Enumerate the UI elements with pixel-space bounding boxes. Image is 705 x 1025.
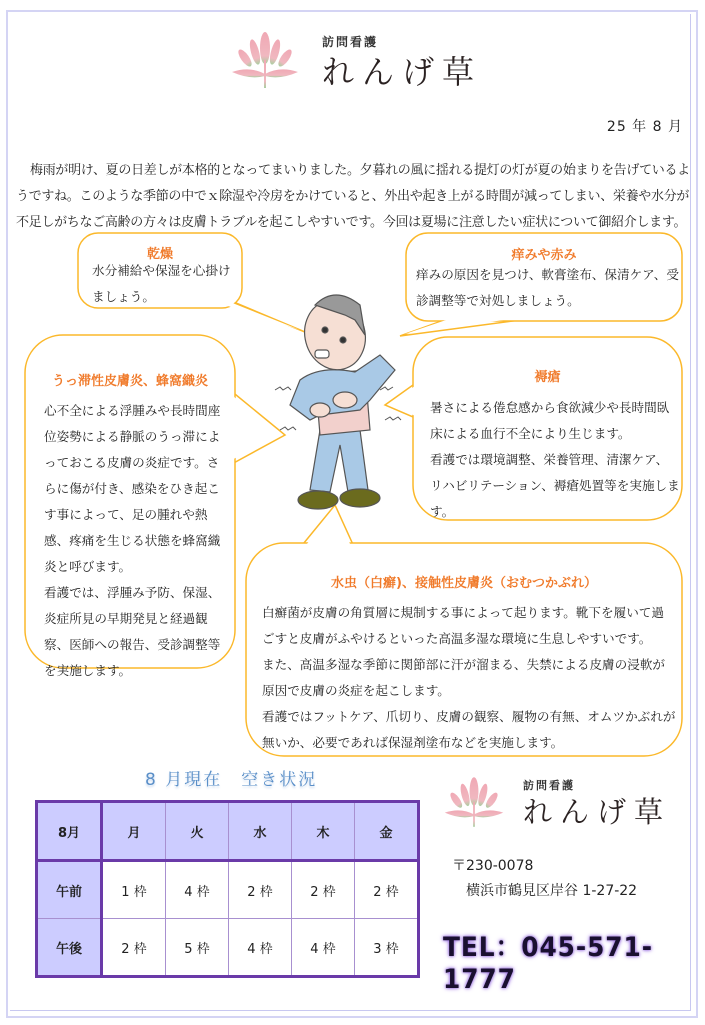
bubble-bedsore-text <box>430 395 680 525</box>
bubble-athlete-paragraph-2: また、高温多湿な季節に関節部に汗が溜まる、失禁による皮膚の浸軟が原因で皮膚の炎症を起こします。 <box>262 657 665 698</box>
table-cell: 3 枠 <box>355 919 419 977</box>
phone-number: TEL：045-571-1777 <box>443 932 653 995</box>
bubble-stasis-title: うっ滞性皮膚炎、蜂窩織炎 <box>51 374 208 389</box>
table-cell: 4 枠 <box>229 919 292 977</box>
bubble-stasis-paragraph-2: 看護では、浮腫み予防、保湿、炎症所見の早期発見と経過観察、医師への報告、受診調整等を実施します。 <box>44 585 221 678</box>
table-row <box>37 919 419 977</box>
table-header-cell: 金 <box>355 802 419 861</box>
table-cell: 5 枠 <box>166 919 229 977</box>
bubble-athlete-paragraph-1: 白癬菌が皮膚の角質層に規制する事によって起ります。靴下を履いて過ごすと皮膚がふやけるといった高温多湿な環境に生息しやすいです。 <box>262 605 664 646</box>
bubble-bedsore-paragraph-2: 看護では環境調整、栄養管理、清潔ケア、リハビリテーション、褥瘡処置等を実施します。 <box>430 452 680 519</box>
table-header-cell: 木 <box>292 802 355 861</box>
intro-paragraph: 梅雨が明け、夏の日差しが本格的となってまいりました。夕暮れの風に揺れる提灯の灯が夏の始まりを告げているようですね。このような季節の中でｘ除湿や冷房をかけていると、外出や起き上がる時間が減ってしまい、栄養や水分が不足しがちなご高齢の方々は皮膚トラブルを起こしやすいです。今回は夏場に注意したい症状について御紹介します。 <box>16 163 690 230</box>
footer-logo <box>443 775 671 829</box>
logo-subtitle: 訪問看護 <box>523 779 575 792</box>
logo-subtitle: 訪問看護 <box>322 34 379 49</box>
row-label: 午後 <box>37 919 102 977</box>
row-label: 午前 <box>37 861 102 919</box>
table-header-cell: 水 <box>229 802 292 861</box>
bubble-dry-text: 水分補給や保湿を心掛けましょう。 <box>92 263 231 304</box>
table-header-cell: 火 <box>166 802 229 861</box>
table-cell: 2 枠 <box>355 861 419 919</box>
bubble-stasis-paragraph-1: 心不全による浮腫みや長時間座位姿勢による静脈のうっ滞によっておこる皮膚の炎症です。さらに傷が付き、感染をひき起こす事によって、足の腫れや熱感、疼痛を生じる状態を蜂窩織炎と呼びます。 <box>44 403 221 574</box>
logo-name: れんげ草 <box>322 52 483 91</box>
bubble-athlete-paragraph-3: 看護ではフットケア、爪切り、皮膚の観察、履物の有無、オムツかぶれが無いか、必要であれば保湿剤塗布などを実施します。 <box>262 709 676 750</box>
table-cell: 4 枠 <box>292 919 355 977</box>
bubble-itch-text: 痒みの原因を見つけ、軟膏塗布、保清ケア、受診調整等で対処しましょう。 <box>416 267 679 308</box>
postal-code: 〒230-0078 <box>452 858 534 874</box>
table-cell: 1 枠 <box>102 861 166 919</box>
availability-table <box>35 800 420 978</box>
table-cell: 4 枠 <box>166 861 229 919</box>
lotus-icon <box>443 775 505 829</box>
address: 横浜市鶴見区岸谷 1-27-22 <box>466 883 638 899</box>
table-row <box>37 861 419 919</box>
availability-title: 8 月現在 空き状況 <box>145 770 318 790</box>
bubble-bedsore-title: 褥瘡 <box>534 370 561 385</box>
table-header-row <box>37 802 419 861</box>
bubble-stasis-text <box>44 398 222 684</box>
bubble-dry-title: 乾燥 <box>146 247 173 262</box>
itchy-elderly-man-illustration <box>270 280 410 520</box>
table-header-cell: 8月 <box>37 802 102 861</box>
logo-name: れんげ草 <box>523 795 672 829</box>
table-cell: 2 枠 <box>292 861 355 919</box>
table-header-cell: 月 <box>102 802 166 861</box>
bubble-athlete-text <box>262 600 676 756</box>
bubble-bedsore-paragraph-1: 暑さによる倦怠感から食欲減少や長時間臥床による血行不全により生じます。 <box>430 400 670 441</box>
table-cell: 2 枠 <box>229 861 292 919</box>
bubble-athlete-title: 水虫（白癬)、接触性皮膚炎（おむつかぶれ） <box>331 576 597 591</box>
issue-date: 25 年 8 月 <box>606 119 683 135</box>
table-cell: 2 枠 <box>102 919 166 977</box>
bubble-itch-title: 痒みや赤み <box>511 248 577 263</box>
